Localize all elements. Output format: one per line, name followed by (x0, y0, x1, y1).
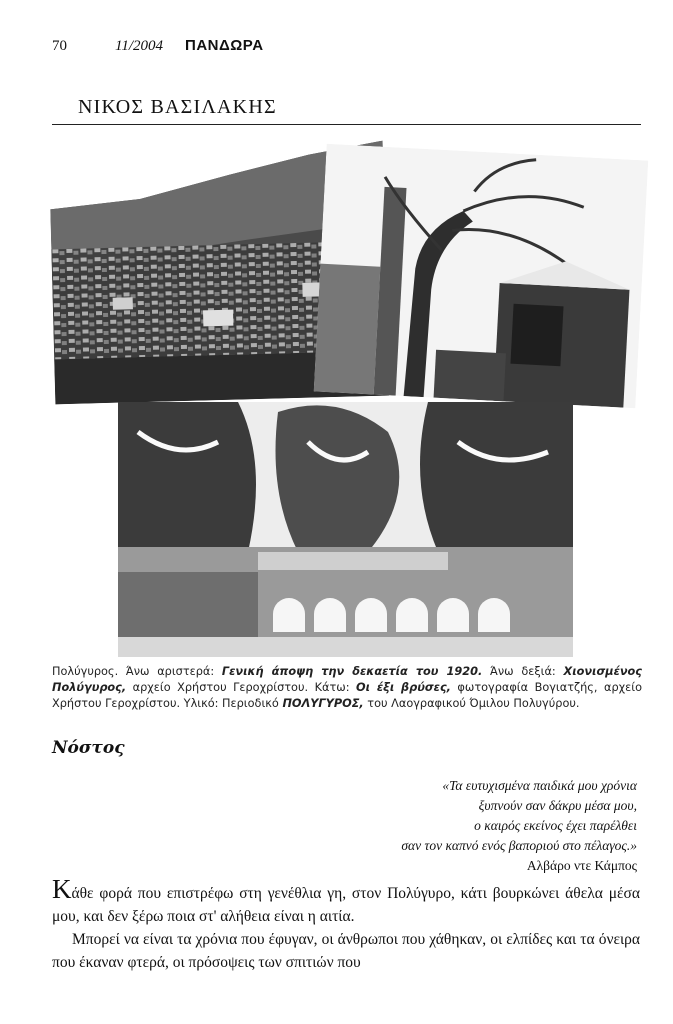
caption-text: του Λαογραφικού Όμιλου Πολυγύρου. (363, 697, 580, 710)
caption-text: αρχείο Χρήστου Γεροχρίστου. Κάτω: (126, 681, 357, 694)
article-author: ΝΙΚΟΣ ΒΑΣΙΛΑΚΗΣ (78, 96, 277, 118)
snowy-tree-image (314, 144, 649, 409)
article-body (52, 874, 640, 974)
body-paragraph: Μπορεί να είναι τα χρόνια που έφυγαν, οι άνθρωποι που χάθηκαν, οι ελπίδες και τα όνειρα που έκαναν φτερά, οι πρόσοψεις των σπιτιών που (52, 931, 640, 971)
header-rule (52, 124, 641, 125)
epigraph-line: ξυπνούν σαν δάκρυ μέσα μου, (478, 798, 637, 813)
magazine-logo: ΠΑΝΔΩΡΑ (185, 37, 264, 54)
running-header (52, 38, 633, 58)
caption-emphasis: Γενική άποψη την δεκαετία του 1920. (221, 665, 483, 678)
epigraph-line: «Τα ευτυχισμένα παιδικά μου χρόνια (442, 778, 637, 793)
fountains-image (118, 402, 573, 657)
issue-date: 11/2004 (115, 38, 164, 54)
photo-snowy-town (314, 144, 649, 409)
body-paragraph: Κάθε φορά που επιστρέφω στη γενέθλια γη, στον Πολύγυρο, κάτι βουρκώνει άθελα μέσα μου, και δεν ξέρω ποια στ' αλήθεια είναι η αιτία. (52, 874, 640, 925)
photo-caption (52, 664, 642, 712)
caption-emphasis: Οι έξι βρύσες, (356, 681, 451, 694)
article-title: Νόστος (52, 738, 125, 758)
epigraph-author: Αλβάρο ντε Κάμπος (526, 858, 637, 873)
caption-text: φωτογραφία Βογιατζής, αρχείο Χρήστου Γεροχρίστου. Υλικό: Περιοδικό (52, 681, 642, 710)
caption-emphasis: Χιονισμένος Πολύγυρος, (52, 665, 643, 694)
epigraph (307, 776, 637, 856)
epigraph-line: ο καιρός εκείνος έχει παρέλθει (474, 818, 637, 833)
caption-text: Πολύγυρος. Άνω αριστερά: (52, 665, 222, 678)
page-number: 70 (52, 38, 67, 54)
caption-emphasis: ΠΟΛΥΓΥΡΟΣ, (282, 697, 364, 710)
caption-text: Άνω δεξιά: (482, 665, 564, 678)
photo-six-fountains (118, 402, 573, 657)
epigraph-line: σαν τον καπνό ενός βαποριού στο πέλαγος.» (401, 838, 637, 853)
